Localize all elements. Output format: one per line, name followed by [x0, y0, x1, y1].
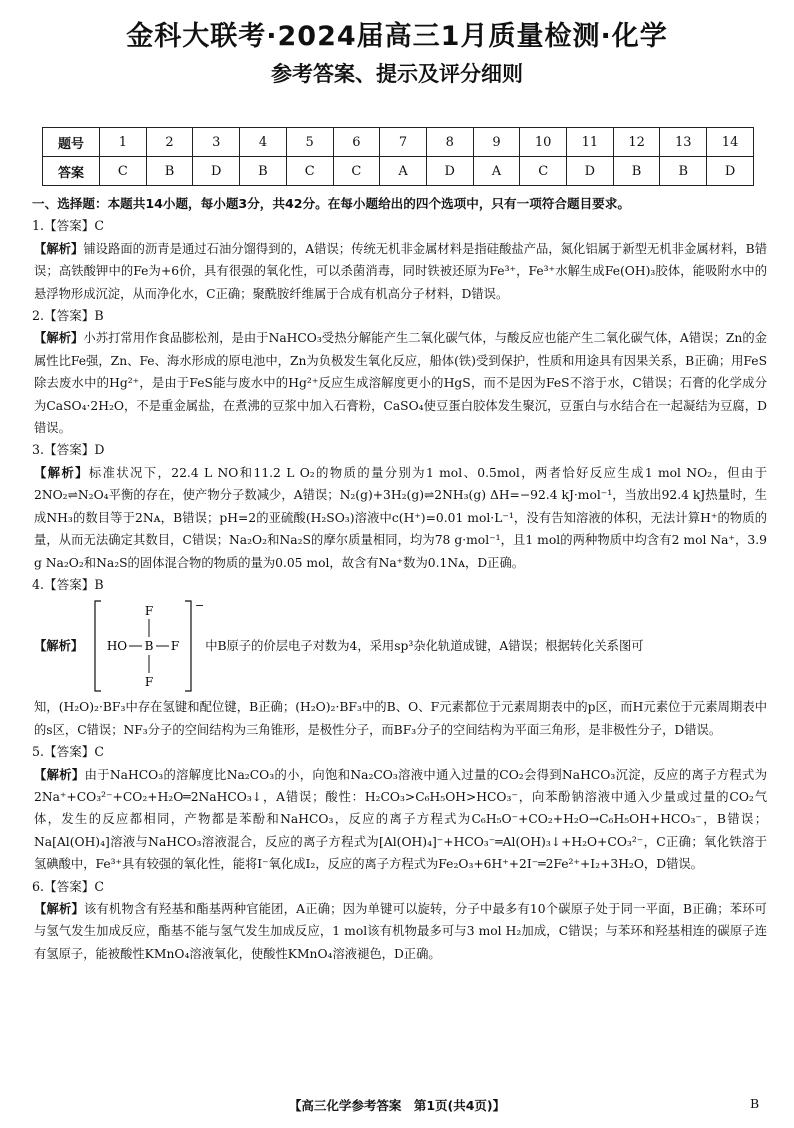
q4-explanation-text: 知，(H₂O)₂·BF₃中存在氢键和配位键，B正确；(H₂O)₂·BF₃中的B、O、F元素都位于元素周期表中的p区，而H元素位于元素周期表中的s区，C错误；NF₃分子的空间结构为三角锥形，是极性分子，而BF₃分子的空间结构为平面三角形，是非极性分子，D错误。 [34, 700, 767, 737]
explanation-label: 【解析】 [34, 767, 85, 782]
answer-cell: C [333, 157, 380, 186]
answer-cell: D [193, 157, 240, 186]
section-heading: 一、选择题：本题共14小题，每小题3分，共42分。在每小题给出的四个选项中，只有一项符合题目要求。 [32, 196, 630, 211]
page-subtitle: 参考答案、提示及评分细则 [271, 62, 523, 86]
atom-f-bottom: F [145, 675, 154, 690]
atom-f-top: F [145, 604, 154, 619]
q4-answer: 4.【答案】B [32, 576, 104, 592]
q1-explanation [32, 238, 767, 305]
question-number: 11 [567, 128, 614, 157]
answer-cell: C [100, 157, 147, 186]
row-label-answer: 答案 [43, 157, 100, 186]
q6-explanation-text: 该有机物含有羟基和酯基两种官能团，A正确；因为单键可以旋转，分子中最多有10个碳原子处于同一平面，B正确；苯环可与氢气发生加成反应，酯基不能与氢气发生加成反应，1 mol该有机物最多可与3 mol H₂加成，C错误；与苯环和羟基相连的碳原子连有氢原子，能被酸性KMnO₄溶液氧化，使酸性KMnO₄溶液褪色，D正确。 [34, 901, 767, 961]
question-number: 10 [520, 128, 567, 157]
answer-cell: C [520, 157, 567, 186]
question-number: 3 [193, 128, 240, 157]
page-footer: 【高三化学参考答案 第1页(共4页)】 [288, 1098, 506, 1113]
answer-cell: B [146, 157, 193, 186]
explanation-label: 【解析】 [34, 331, 84, 346]
question-number: 13 [660, 128, 707, 157]
charge-label: − [195, 599, 205, 613]
explanation-label: 【解析】 [34, 639, 84, 654]
explanation-label: 【解析】 [34, 901, 84, 916]
q3-explanation [32, 462, 767, 574]
q5-explanation [32, 764, 767, 876]
q3-explanation-text: 标准状况下，22.4 L NO和11.2 L O₂的物质的量分别为1 mol、0.5mol，两者恰好反应生成1 mol NO₂，但由于2NO₂⇌N₂O₄平衡的存在，使产物分子数减少，A错误；N₂(g)+3H₂(g)⇌2NH₃(g) ΔH=−92.4 kJ·mol⁻¹，当放出92.4 kJ热量时，生成NH₃的数目等于2Nᴀ，B错误；pH=2的亚硫酸(H₂SO₃)溶液中c(H⁺)=0.01 mol·L⁻¹，没有告知溶液的体积，无法计算H⁺的物质的量，从而无法确定其数目，C错误；Na₂O₂和Na₂S的摩尔质量相同，均为78 g·mol⁻¹，且1 mol的两种物质中均含有2 mol Na⁺，3.9 g Na₂O₂和Na₂S的固体混合物的物质的量为0.05 mol，故含有Na⁺数为0.1Nᴀ，D正确。 [34, 465, 767, 570]
question-number: 9 [473, 128, 520, 157]
page-title: 金科大联考·2024届高三1月质量检测·化学 [126, 21, 668, 52]
q2-explanation [32, 327, 767, 439]
atom-f-right: F [171, 639, 180, 654]
q1-explanation-text: 铺设路面的沥青是通过石油分馏得到的，A错误；传统无机非金属材料是指硅酸盐产品，氮化铝属于新型无机非金属材料，B错误；高铁酸钾中的Fe为+6价，具有很强的氧化性，可以杀菌消毒，同时铁被还原为Fe³⁺，Fe³⁺水解生成Fe(OH)₃胶体，能吸附水中的悬浮物形成沉淀，从而净化水，C正确；聚酰胺纤维属于合成有机高分子材料，D错误。 [34, 241, 767, 301]
q6-explanation [32, 898, 767, 965]
answer-row [43, 157, 754, 186]
question-number: 12 [613, 128, 660, 157]
q4-structure-line [32, 596, 767, 696]
question-number: 7 [380, 128, 427, 157]
row-label-number: 题号 [43, 128, 100, 157]
q6-answer: 6.【答案】C [32, 878, 105, 894]
question-number: 2 [146, 128, 193, 157]
question-number-row [43, 128, 754, 157]
answer-table [42, 127, 754, 186]
answer-cell: B [240, 157, 287, 186]
answer-cell: B [660, 157, 707, 186]
question-number: 5 [286, 128, 333, 157]
atom-b: B [144, 639, 154, 654]
q5-explanation-text: 由于NaHCO₃的溶解度比Na₂CO₃的小，向饱和Na₂CO₃溶液中通入过量的CO₂会得到NaHCO₃沉淀，反应的离子方程式为2Na⁺+CO₃²⁻+CO₂+H₂O═2NaHCO₃↓，A错误；酸性：H₂CO₃>C₆H₅OH>HCO₃⁻，向苯酚钠溶液中通入少量或过量的CO₂气体，发生的反应都相同，产物都是苯酚和NaHCO₃，反应的离子方程式为C₆H₅O⁻+CO₂+H₂O→C₆H₅OH+HCO₃⁻，B错误；Na[Al(OH)₄]溶液与NaHCO₃溶液混合，反应的离子方程式为[Al(OH)₄]⁻+HCO₃⁻═Al(OH)₃↓+H₂O+CO₃²⁻，C正确；氧化铁溶于氢碘酸中，Fe³⁺具有较强的氧化性，能将I⁻氧化成I₂，反应的离子方程式为Fe₂O₃+6H⁺+2I⁻═2Fe²⁺+I₂+3H₂O，D错误。 [34, 767, 767, 872]
paper-version-mark: B [750, 1096, 760, 1111]
explanation-label: 【解析】 [34, 241, 84, 256]
q4-explanation-inline: 中B原子的价层电子对数为4，采用sp³杂化轨道成键，A错误；根据转化关系图可 [205, 639, 644, 654]
bf3-oh-structure-diagram [87, 597, 205, 695]
atom-oh: HO [107, 639, 128, 654]
solutions-body [32, 193, 767, 965]
q5-answer: 5.【答案】C [32, 744, 105, 760]
answer-cell: B [613, 157, 660, 186]
question-number: 4 [240, 128, 287, 157]
answer-cell: D [567, 157, 614, 186]
q2-answer: 2.【答案】B [32, 308, 104, 324]
q2-explanation-text: 小苏打常用作食品膨松剂，是由于NaHCO₃受热分解能产生二氧化碳气体，与酸反应也能产生二氧化碳气体，A错误；Zn的金属性比Fe强，Zn、Fe、海水形成的原电池中，Zn为负极发生氧化反应，船体(铁)受到保护，性质和用途具有因果关系，B正确；用FeS除去废水中的Hg²⁺，是由于FeS能与废水中的Hg²⁺反应生成溶解度更小的HgS，而不是因为FeS不溶于水，C错误；石膏的化学成分为CaSO₄·2H₂O，不是重金属盐，在煮沸的豆浆中加入石膏粉，CaSO₄使豆蛋白胶体发生聚沉，豆蛋白与水结合在一起凝结为豆腐，D错误。 [34, 331, 767, 436]
q1-answer: 1.【答案】C [32, 218, 105, 234]
question-number: 6 [333, 128, 380, 157]
question-number: 1 [100, 128, 147, 157]
answer-cell: A [473, 157, 520, 186]
answer-cell: C [286, 157, 333, 186]
answer-cell: A [380, 157, 427, 186]
q3-answer: 3.【答案】D [32, 442, 105, 458]
answer-cell: D [426, 157, 473, 186]
question-number: 14 [707, 128, 754, 157]
answer-cell: D [707, 157, 754, 186]
question-number: 8 [426, 128, 473, 157]
explanation-label: 【解析】 [34, 465, 89, 480]
